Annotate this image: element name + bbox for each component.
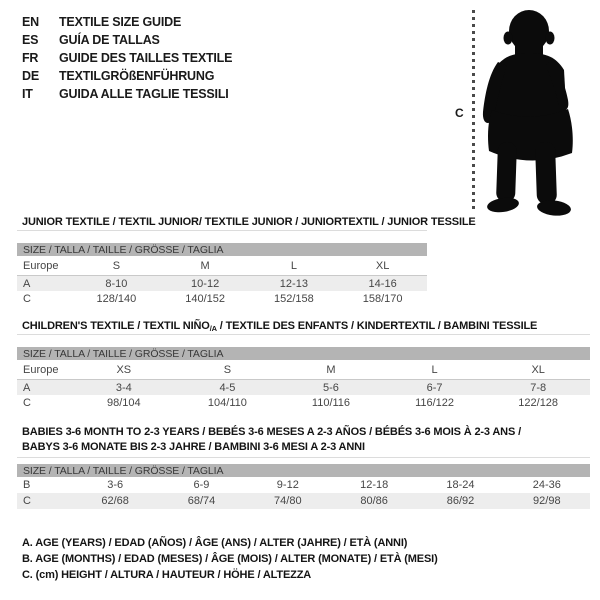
size-cell: XS	[116, 363, 132, 376]
size-label-row	[17, 256, 427, 276]
baby-silhouette	[482, 6, 594, 216]
babies-size-table	[17, 464, 590, 509]
size-cell: L	[290, 259, 297, 272]
size-cell: S	[223, 363, 232, 376]
value-cell: 6-9	[193, 479, 210, 491]
table-row-age	[17, 380, 590, 395]
value-cell: 9-12	[276, 479, 299, 491]
language-title: GUIDA ALLE TAGLIE TESSILI	[59, 87, 229, 101]
size-header-band: SIZE / TALLA / TAILLE / GRÖSSE / TAGLIA	[17, 243, 427, 256]
row-label: C	[23, 397, 31, 409]
value-cell: 74/80	[274, 495, 302, 507]
table-row-height	[17, 291, 427, 307]
size-cell: S	[112, 259, 121, 272]
value-cell: 98/104	[106, 397, 141, 409]
value-cell: 86/92	[446, 495, 475, 507]
size-cell: L	[431, 363, 438, 376]
children-size-table	[17, 347, 590, 411]
row-label: B	[23, 479, 31, 491]
language-code: DE	[22, 69, 39, 83]
table-row-age	[17, 276, 427, 291]
legend-line-c: C. (cm) HEIGHT / ALTURA / HAUTEUR / HÖHE / ALTEZZA	[22, 569, 312, 581]
value-cell: 6-7	[426, 381, 443, 394]
value-cell: 158/170	[362, 293, 403, 305]
value-cell: 122/128	[518, 397, 559, 409]
size-header-band: SIZE / TALLA / TAILLE / GRÖSSE / TAGLIA	[17, 347, 590, 360]
value-cell: 92/98	[533, 495, 561, 507]
babies-title-line2: BABYS 3-6 MONATE BIS 2-3 JAHRE / BAMBINI 3-6 MESI A 2-3 ANNI	[22, 441, 365, 453]
children-title-subscript: /A	[209, 324, 217, 333]
value-cell: 116/122	[415, 397, 455, 409]
value-cell: 7-8	[530, 381, 547, 394]
children-title-part: CHILDREN'S TEXTILE / TEXTIL NIÑO	[22, 320, 210, 332]
language-row-en	[22, 13, 232, 31]
value-cell: 10-12	[191, 277, 220, 290]
value-cell: 12-13	[279, 277, 308, 290]
legend	[22, 537, 438, 585]
value-cell: 12-18	[360, 479, 389, 491]
language-title: GUÍA DE TALLAS	[59, 33, 160, 47]
language-row-de	[22, 67, 232, 85]
value-cell: 3-4	[115, 381, 132, 394]
height-measure-dotted-line	[472, 10, 475, 212]
size-cell: M	[200, 259, 210, 272]
value-cell: 8-10	[105, 277, 128, 290]
children-title-part: / TEXTILE DES ENFANTS / KINDERTEXTIL / BAMBINI TESSILE	[216, 320, 538, 332]
language-list	[22, 13, 232, 103]
table-row-age-months	[17, 477, 590, 493]
language-title: TEXTILGRÖßENFÜHRUNG	[59, 69, 215, 83]
height-measure-label: C	[455, 106, 464, 120]
junior-section-title: JUNIOR TEXTILE / TEXTIL JUNIOR/ TEXTILE JUNIOR / JUNIORTEXTIL / JUNIOR TESSILE	[22, 216, 476, 228]
row-label: C	[23, 293, 31, 305]
size-cell: XL	[375, 259, 390, 272]
size-label-row	[17, 360, 590, 380]
value-cell: 140/152	[185, 293, 225, 305]
row-label: C	[23, 495, 31, 507]
size-cell: XL	[531, 363, 545, 376]
babies-section-title	[22, 425, 521, 455]
value-cell: 14-16	[368, 277, 397, 290]
row-label: A	[23, 277, 31, 290]
legend-line-b: B. AGE (MONTHS) / EDAD (MESES) / ÂGE (MOIS) / ALTER (MONATE) / ETÀ (MESI)	[22, 553, 438, 565]
language-title: TEXTILE SIZE GUIDE	[59, 15, 182, 29]
value-cell: 110/116	[311, 397, 351, 409]
value-cell: 68/74	[187, 495, 216, 507]
value-cell: 152/158	[273, 293, 314, 305]
divider	[17, 230, 427, 231]
table-row-height	[17, 493, 590, 509]
value-cell: 80/86	[360, 495, 388, 507]
region-label: Europe	[23, 363, 59, 376]
value-cell: 5-6	[323, 381, 339, 394]
value-cell: 4-5	[219, 381, 236, 394]
divider	[17, 457, 590, 458]
divider	[17, 334, 590, 335]
language-code: ES	[22, 33, 39, 47]
language-row-fr	[22, 49, 232, 67]
row-label: A	[23, 381, 31, 394]
value-cell: 62/68	[101, 495, 129, 507]
language-code: EN	[22, 15, 39, 29]
babies-title-line1: BABIES 3-6 MONTH TO 2-3 YEARS / BEBÉS 3-6 MESES A 2-3 AÑOS / BÉBÉS 3-6 MOIS À 2-3 ANS /	[22, 426, 521, 438]
size-cell: M	[326, 363, 336, 376]
table-row-height	[17, 395, 590, 411]
value-cell: 3-6	[107, 479, 124, 491]
junior-size-table	[17, 243, 427, 307]
value-cell: 18-24	[446, 479, 475, 491]
size-header-band: SIZE / TALLA / TAILLE / GRÖSSE / TAGLIA	[17, 464, 590, 477]
language-title: GUIDE DES TAILLES TEXTILE	[59, 51, 233, 65]
value-cell: 128/140	[96, 293, 137, 305]
legend-line-a: A. AGE (YEARS) / EDAD (AÑOS) / ÂGE (ANS) / ALTER (JAHRE) / ETÀ (ANNI)	[22, 537, 408, 549]
value-cell: 104/110	[207, 397, 247, 409]
language-row-es	[22, 31, 232, 49]
children-section-title	[22, 320, 537, 335]
region-label: Europe	[23, 259, 59, 272]
value-cell: 24-36	[532, 479, 561, 491]
language-row-it	[22, 85, 232, 103]
language-code: IT	[22, 87, 33, 101]
language-code: FR	[22, 51, 39, 65]
